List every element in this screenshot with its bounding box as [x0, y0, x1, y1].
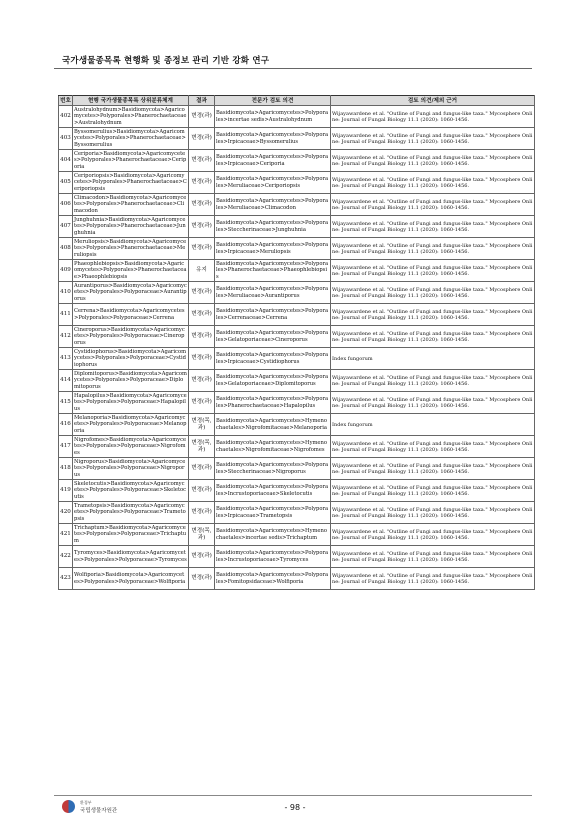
cell-number: 418 [59, 458, 73, 480]
cell-result: 변경(과) [189, 326, 215, 348]
cell-result: 변경(과) [189, 502, 215, 524]
table-row [59, 128, 535, 150]
cell-number: 419 [59, 480, 73, 502]
table-row [59, 568, 535, 590]
cell-taxonomy: Trichaptum>Basidiomycota>Agaricomycetes>Polyporales>Polyporaceae>Trichaptum [73, 524, 189, 546]
cell-review-basis: Wijayawardene et al. "Outline of Fungi and fungus-like taxa." Mycosphere Online: Journal of Fungal Biology 11.1 (2020): 1060-1456. [331, 128, 535, 150]
cell-review-basis: Wijayawardene et al. "Outline of Fungi and fungus-like taxa." Mycosphere Online: Journal of Fungal Biology 11.1 (2020): 1060-1456. [331, 568, 535, 590]
cell-expert-opinion: Basidiomycota>Agaricomycetes>Polyporales>Phanerochaetaceae>Phaeophlebiopsis [215, 260, 331, 282]
cell-taxonomy: Byssomerulius>Basidiomycota>Agaricomycetes>Polyporales>Phanerochaetaceae>Byssomerulius [73, 128, 189, 150]
cell-number: 406 [59, 194, 73, 216]
cell-taxonomy: Meruliopsis>Basidiomycota>Agaricomycetes>Polyporales>Phanerochaetaceae>Meruliopsis [73, 238, 189, 260]
table-row [59, 238, 535, 260]
cell-expert-opinion: Basidiomycota>Agaricomycetes>Polyporales>Incrustoporiaceae>Skeletocutis [215, 480, 331, 502]
cell-taxonomy: Cineroporus>Basidiomycota>Agaricomycetes>Polyporales>Polyporaceae>Cineroporus [73, 326, 189, 348]
cell-review-basis: Wijayawardene et al. "Outline of Fungi and fungus-like taxa." Mycosphere Online: Journal of Fungal Biology 11.1 (2020): 1060-1456. [331, 392, 535, 414]
cell-review-basis: Wijayawardene et al. "Outline of Fungi and fungus-like taxa." Mycosphere Online: Journal of Fungal Biology 11.1 (2020): 1060-1456. [331, 480, 535, 502]
table-row [59, 150, 535, 172]
cell-review-basis: Wijayawardene et al. "Outline of Fungi and fungus-like taxa." Mycosphere Online: Journal of Fungal Biology 11.1 (2020): 1060-1456. [331, 238, 535, 260]
table-row [59, 392, 535, 414]
table-row [59, 260, 535, 282]
cell-expert-opinion: Basidiomycota>Agaricomycetes>Polyporales>Gelatoporiaceae>Cineroporus [215, 326, 331, 348]
cell-number: 403 [59, 128, 73, 150]
cell-number: 417 [59, 436, 73, 458]
cell-result: 변경(과) [189, 304, 215, 326]
cell-review-basis: Wijayawardene et al. "Outline of Fungi and fungus-like taxa." Mycosphere Online: Journal of Fungal Biology 11.1 (2020): 1060-1456. [331, 106, 535, 128]
cell-expert-opinion: Basidiomycota>Agaricomycetes>Polyporales>Irpicaceae>Meruliopsis [215, 238, 331, 260]
cell-result: 변경(목, 과) [189, 524, 215, 546]
cell-result: 변경(과) [189, 128, 215, 150]
cell-taxonomy: Diplomitoporus>Basidiomycota>Agaricomycetes>Polyporales>Polyporaceae>Diplomitoporus [74, 371, 187, 390]
cell-result: 변경(과) [189, 480, 215, 502]
cell-review-basis: Wijayawardene et al. "Outline of Fungi and fungus-like taxa." Mycosphere Online: Journal of Fungal Biology 11.1 (2020): 1060-1456. [331, 216, 535, 238]
cell-result: 유지 [189, 260, 215, 282]
cell-expert-opinion: Basidiomycota>Agaricomycetes>Hymenochaetales>incertae sedis>Trichaptum [215, 524, 331, 546]
cell-review-basis: Wijayawardene et al. "Outline of Fungi and fungus-like taxa." Mycosphere Online: Journal of Fungal Biology 11.1 (2020): 1060-1456. [331, 326, 535, 348]
cell-expert-opinion: Basidiomycota>Agaricomycetes>Polyporales>Steccherinaceae>Junghuhnia [215, 216, 331, 238]
cell-expert-opinion: Basidiomycota>Agaricomycetes>Hymenochaetales>Nigrofomitaceae>Nigrofomes [215, 436, 331, 458]
cell-number: 416 [59, 414, 73, 436]
table-row [59, 546, 535, 568]
cell-number: 408 [59, 238, 73, 260]
cell-result: 변경(목, 과) [189, 436, 215, 458]
cell-review-basis: Wijayawardene et al. "Outline of Fungi and fungus-like taxa." Mycosphere Online: Journal of Fungal Biology 11.1 (2020): 1060-1456. [331, 304, 535, 326]
table-row [59, 524, 535, 546]
footer-divider [54, 795, 532, 796]
cell-result: 변경(과) [189, 106, 215, 128]
table-row [59, 216, 535, 238]
cell-review-basis: Index fungorum [331, 414, 535, 436]
cell-number: 420 [59, 502, 73, 524]
cell-expert-opinion: Basidiomycota>Agaricomycetes>Polyporales>Irpicaceae>Cystidiophorus [215, 348, 331, 370]
cell-expert-opinion: Basidiomycota>Agaricomycetes>Polyporales>Meruliaceae>Ceriporiopsis [215, 172, 331, 194]
cell-number: 409 [59, 260, 73, 282]
cell-review-basis: Wijayawardene et al. "Outline of Fungi and fungus-like taxa." Mycosphere Online: Journal of Fungal Biology 11.1 (2020): 1060-1456. [331, 150, 535, 172]
cell-result: 변경(과) [189, 568, 215, 590]
header-divider [54, 68, 532, 69]
cell-review-basis: Wijayawardene et al. "Outline of Fungi and fungus-like taxa." Mycosphere Online: Journal of Fungal Biology 11.1 (2020): 1060-1456. [331, 282, 535, 304]
cell-taxonomy: Skeletocutis>Basidiomycota>Agaricomycetes>Polyporales>Polyporaceae>Skeletocutis [73, 480, 189, 502]
cell-number: 405 [59, 172, 73, 194]
table-row [59, 436, 535, 458]
cell-review-basis: Index fungorum [331, 348, 535, 370]
cell-taxonomy: Nigrofomes>Basidiomycota>Agaricomycetes>Polyporales>Polyporaceae>Nigrofomes [73, 436, 189, 458]
cell-expert-opinion: Basidiomycota>Agaricomycetes>Polyporales>Fomitopsidaceae>Wolfiporia [215, 568, 331, 590]
cell-review-basis: Wijayawardene et al. "Outline of Fungi and fungus-like taxa." Mycosphere Online: Journal of Fungal Biology 11.1 (2020): 1060-1456. [331, 172, 535, 194]
cell-review-basis: Wijayawardene et al. "Outline of Fungi and fungus-like taxa." Mycosphere Online: Journal of Fungal Biology 11.1 (2020): 1060-1456. [331, 502, 535, 524]
cell-number: 411 [59, 304, 73, 326]
cell-taxonomy: Ceriporia>Basidiomycota>Agaricomycetes>Polyporales>Phanerochaetaceae>Ceriporia [73, 150, 189, 172]
cell-result: 변경(목, 과) [189, 414, 215, 436]
table-row [59, 326, 535, 348]
cell-review-basis: Wijayawardene et al. "Outline of Fungi and fungus-like taxa." Mycosphere Online: Journal of Fungal Biology 11.1 (2020): 1060-1456. [331, 370, 535, 392]
cell-taxonomy: Trametopsis>Basidiomycota>Agaricomycetes>Polyporales>Polyporaceae>Trametopsis [73, 502, 189, 524]
table-row [59, 348, 535, 370]
ministry-logo-icon [62, 800, 75, 813]
cell-taxonomy: Cerrena>Basidiomycota>Agaricomycetes>Polyporales>Polyporaceae>Cerrena [73, 304, 189, 326]
cell-number: 407 [59, 216, 73, 238]
cell-number: 415 [59, 392, 73, 414]
cell-number: 404 [59, 150, 73, 172]
col-header-review-basis: 검토 의견/제외 근거 [331, 96, 535, 106]
cell-review-basis: Wijayawardene et al. "Outline of Fungi and fungus-like taxa." Mycosphere Online: Journal of Fungal Biology 11.1 (2020): 1060-1456. [331, 546, 535, 568]
cell-expert-opinion: Basidiomycota>Agaricomycetes>Polyporales>Phanerochaetaceae>Hapalopilus [215, 392, 331, 414]
table-row [59, 172, 535, 194]
cell-expert-opinion: Basidiomycota>Agaricomycetes>Polyporales>Gelatoporiaceae>Diplomitoporus [215, 370, 331, 392]
cell-expert-opinion: Basidiomycota>Agaricomycetes>Polyporales>Irpicaceae>Ceriporia [215, 150, 331, 172]
cell-result: 변경(과) [189, 392, 215, 414]
table-row [59, 414, 535, 436]
review-table [58, 95, 535, 590]
cell-expert-opinion: Basidiomycota>Agaricomycetes>Polyporales>Irpicaceae>Trametopsis [215, 502, 331, 524]
review-table-container [58, 95, 534, 590]
cell-number: 413 [59, 348, 73, 370]
cell-number: 421 [59, 524, 73, 546]
footer-org-sub: 환경부 [80, 800, 92, 805]
table-header-row [59, 96, 535, 106]
cell-result: 변경(과) [189, 458, 215, 480]
cell-number: 402 [59, 106, 73, 128]
cell-result: 변경(과) [189, 150, 215, 172]
table-row [59, 106, 535, 128]
cell-number: 412 [59, 326, 73, 348]
cell-review-basis: Wijayawardene et al. "Outline of Fungi and fungus-like taxa." Mycosphere Online: Journal of Fungal Biology 11.1 (2020): 1060-1456. [331, 194, 535, 216]
cell-taxonomy: Hapalopilus>Basidiomycota>Agaricomycetes>Polyporales>Polyporaceae>Hapalopilus [74, 393, 187, 412]
table-row [59, 480, 535, 502]
cell-review-basis: Wijayawardene et al. "Outline of Fungi and fungus-like taxa." Mycosphere Online: Journal of Fungal Biology 11.1 (2020): 1060-1456. [331, 260, 535, 282]
cell-review-basis: Wijayawardene et al. "Outline of Fungi and fungus-like taxa." Mycosphere Online: Journal of Fungal Biology 11.1 (2020): 1060-1456. [331, 458, 535, 480]
cell-expert-opinion: Basidiomycota>Agaricomycetes>Polyporales>Cerrenaceae>Cerrena [215, 304, 331, 326]
cell-number: 423 [59, 568, 73, 590]
cell-result: 변경(과) [189, 238, 215, 260]
page-header-title: 국가생물종목록 현행화 및 종정보 관리 기반 강화 연구 [62, 56, 270, 66]
cell-expert-opinion: Basidiomycota>Agaricomycetes>Polyporales>Steccherinaceae>Nigroporus [215, 458, 331, 480]
cell-taxonomy: Aurantiporus>Basidiomycota>Agaricomycetes>Polyporales>Polyporaceae>Aurantiporus [74, 283, 187, 302]
col-header-number: 번호 [60, 97, 71, 104]
page-number: - 98 - [284, 803, 306, 812]
cell-number: 414 [59, 370, 73, 392]
table-body [59, 106, 535, 590]
cell-number: 410 [59, 282, 73, 304]
table-row [59, 194, 535, 216]
col-header-expert-opinion: 전문가 검토 의견 [215, 96, 331, 106]
cell-review-basis: Wijayawardene et al. "Outline of Fungi and fungus-like taxa." Mycosphere Online: Journal of Fungal Biology 11.1 (2020): 1060-1456. [331, 436, 535, 458]
table-row [59, 502, 535, 524]
cell-expert-opinion: Basidiomycota>Agaricomycetes>Polyporales>Incrustoporiaceae>Tyromyces [215, 546, 331, 568]
cell-taxonomy: Phaeophlebiopsis>Basidiomycota>Agaricomycetes>Polyporales>Phanerochaetaceae>Phaeophlebiopsis [73, 260, 189, 282]
cell-taxonomy: Australohydnum>Basidiomycota>Agaricomycetes>Polyporales>Phanerochaetaceae>Australohydnum [73, 106, 189, 128]
cell-expert-opinion: Basidiomycota>Agaricomycetes>Polyporales>Meruliaceae>Climacodon [215, 194, 331, 216]
cell-result: 변경(과) [189, 546, 215, 568]
cell-taxonomy: Melanoporia>Basidiomycota>Agaricomycetes>Polyporales>Polyporaceae>Melanoporia [73, 414, 189, 436]
cell-taxonomy: Tyromyces>Basidiomycota>Agaricomycetes>Polyporales>Polyporaceae>Tyromyces [73, 546, 189, 568]
col-header-result: 결과 [189, 96, 215, 106]
cell-taxonomy: Ceriporiopsis>Basidiomycota>Agaricomycetes>Polyporales>Phanerochaetaceae>Ceriporiopsis [74, 173, 187, 192]
table-row [59, 458, 535, 480]
table-row [59, 304, 535, 326]
cell-result: 변경(과) [189, 282, 215, 304]
cell-result: 변경(과) [189, 370, 215, 392]
cell-taxonomy: Wolfiporia>Basidiomycota>Agaricomycetes>Polyporales>Polyporaceae>Wolfiporia [73, 568, 189, 590]
cell-taxonomy: Climacodon>Basidiomycota>Agaricomycetes>Polyporales>Phanerochaetaceae>Climacodon [73, 194, 189, 216]
col-header-taxonomy: 현행 국가생물종목록 상위분류체계 [73, 96, 189, 106]
cell-number: 422 [59, 546, 73, 568]
cell-taxonomy: Cystidiophorus>Basidiomycota>Agaricomycetes>Polyporales>Polyporaceae>Cystidiophorus [73, 348, 189, 370]
cell-expert-opinion: Basidiomycota>Agaricomycetes>Hymenochaetales>Nigrofomitaceae>Melanoporia [215, 414, 331, 436]
cell-expert-opinion: Basidiomycota>Agaricomycetes>Polyporales>Irpicaceae>Byssomerulius [215, 128, 331, 150]
cell-review-basis: Wijayawardene et al. "Outline of Fungi and fungus-like taxa." Mycosphere Online: Journal of Fungal Biology 11.1 (2020): 1060-1456. [331, 524, 535, 546]
cell-result: 변경(과) [189, 172, 215, 194]
cell-taxonomy: Junghuhnia>Basidiomycota>Agaricomycetes>Polyporales>Phanerochaetaceae>Junghuhnia [73, 216, 189, 238]
cell-result: 변경(과) [189, 194, 215, 216]
cell-expert-opinion: Basidiomycota>Agaricomycetes>Polyporales>incertae sedis>Australohydnum [215, 106, 331, 128]
table-row [59, 282, 535, 304]
cell-result: 변경(과) [189, 216, 215, 238]
cell-taxonomy: Nigroporus>Basidiomycota>Agaricomycetes>Polyporales>Polyporaceae>Nigroporus [73, 458, 189, 480]
cell-expert-opinion: Basidiomycota>Agaricomycetes>Polyporales>Meruliaceae>Aurantiporus [215, 282, 331, 304]
table-row [59, 370, 535, 392]
footer-org-name: 국립생물자원관 [80, 808, 118, 814]
cell-result: 변경(과) [189, 348, 215, 370]
